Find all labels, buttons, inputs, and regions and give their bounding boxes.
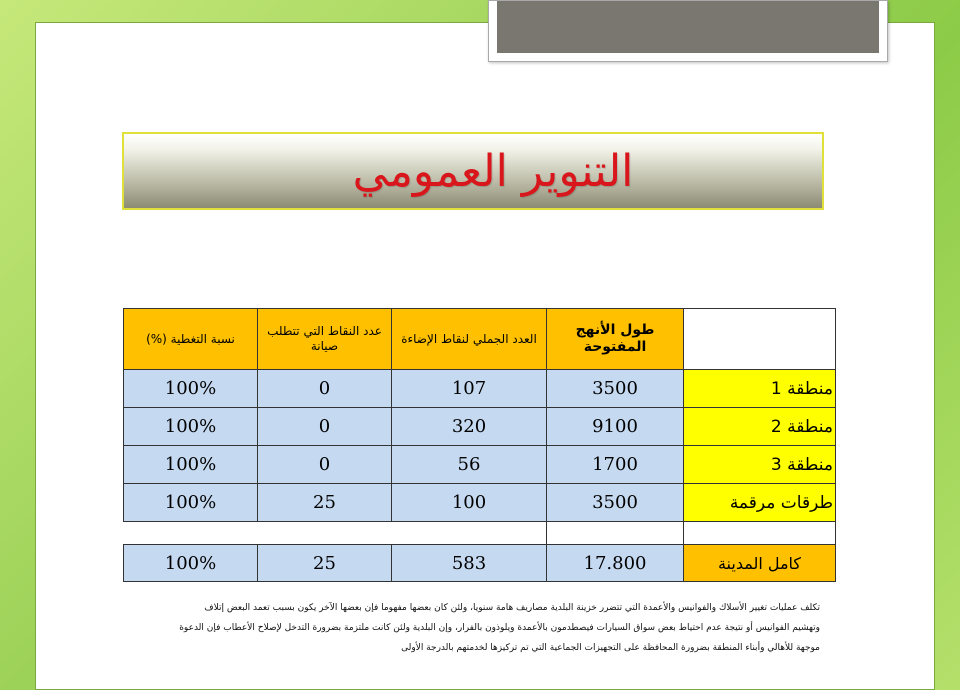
cell-maintenance: 0 bbox=[258, 370, 392, 408]
footnote-line: موجهة للأهالي وأبناء المنطقة بضرورة المحافظة على التجهيزات الجماعية التي تم تركيزها لخدمتهم بالدرجة الأولى bbox=[401, 643, 820, 653]
table-row bbox=[124, 446, 836, 484]
table-row bbox=[124, 408, 836, 446]
cell-points: 320 bbox=[392, 408, 547, 446]
spacer-cell bbox=[547, 522, 684, 545]
page-title: التنوير العمومي bbox=[352, 145, 634, 197]
header-maintenance: عدد النقاط التي تتطلب صيانة bbox=[258, 309, 392, 370]
cell-length: 1700 bbox=[547, 446, 684, 484]
total-maintenance: 25 bbox=[258, 545, 392, 582]
total-coverage: 100% bbox=[124, 545, 258, 582]
total-region: كامل المدينة bbox=[684, 545, 836, 582]
cell-region: منطقة 1 bbox=[684, 370, 836, 408]
footnote-line: وتهشيم الفوانيس أو نتيجة عدم احتياط بعض سواق السيارات فيصطدمون بالأعمدة ويلوذون بالفرار، وإن البلدية ولئن كانت ملتزمة بضرورة التدخل لإصلاح الأعطاب فإن الدعوة bbox=[179, 623, 820, 633]
table-header-row bbox=[124, 309, 836, 370]
total-length: 17.800 bbox=[547, 545, 684, 582]
footnote-line: تكلف عمليات تغيير الأسلاك والفوانيس والأعمدة التي تتضرر خزينة البلدية مصاريف هامة سنويا، ولئن كان بعضها مفهوما فإن بعضها الآخر يكون بسبب تعمد البعض إتلاف bbox=[204, 603, 820, 613]
cell-maintenance: 0 bbox=[258, 446, 392, 484]
spacer-cell bbox=[684, 522, 836, 545]
cell-points: 56 bbox=[392, 446, 547, 484]
top-decoration-fill bbox=[497, 1, 879, 53]
cell-maintenance: 25 bbox=[258, 484, 392, 522]
table-total-row bbox=[124, 545, 836, 582]
cell-length: 3500 bbox=[547, 370, 684, 408]
cell-length: 9100 bbox=[547, 408, 684, 446]
cell-coverage: 100% bbox=[124, 408, 258, 446]
cell-coverage: 100% bbox=[124, 370, 258, 408]
header-length: طول الأنهج المفتوحة bbox=[547, 309, 684, 370]
cell-maintenance: 0 bbox=[258, 408, 392, 446]
cell-coverage: 100% bbox=[124, 484, 258, 522]
spacer-cell bbox=[124, 522, 547, 545]
cell-length: 3500 bbox=[547, 484, 684, 522]
total-points: 583 bbox=[392, 545, 547, 582]
table-spacer-row bbox=[124, 522, 836, 545]
header-coverage: نسبة التغطية (%) bbox=[124, 309, 258, 370]
header-total-points: العدد الجملي لنقاط الإضاءة bbox=[392, 309, 547, 370]
footnote bbox=[130, 598, 820, 658]
header-blank bbox=[684, 309, 836, 370]
cell-region: طرقات مرقمة bbox=[684, 484, 836, 522]
top-decoration-box bbox=[488, 0, 888, 62]
lighting-table bbox=[123, 308, 836, 582]
cell-points: 100 bbox=[392, 484, 547, 522]
cell-points: 107 bbox=[392, 370, 547, 408]
cell-region: منطقة 2 bbox=[684, 408, 836, 446]
table-row bbox=[124, 370, 836, 408]
cell-coverage: 100% bbox=[124, 446, 258, 484]
table-row bbox=[124, 484, 836, 522]
cell-region: منطقة 3 bbox=[684, 446, 836, 484]
title-banner bbox=[122, 132, 824, 210]
